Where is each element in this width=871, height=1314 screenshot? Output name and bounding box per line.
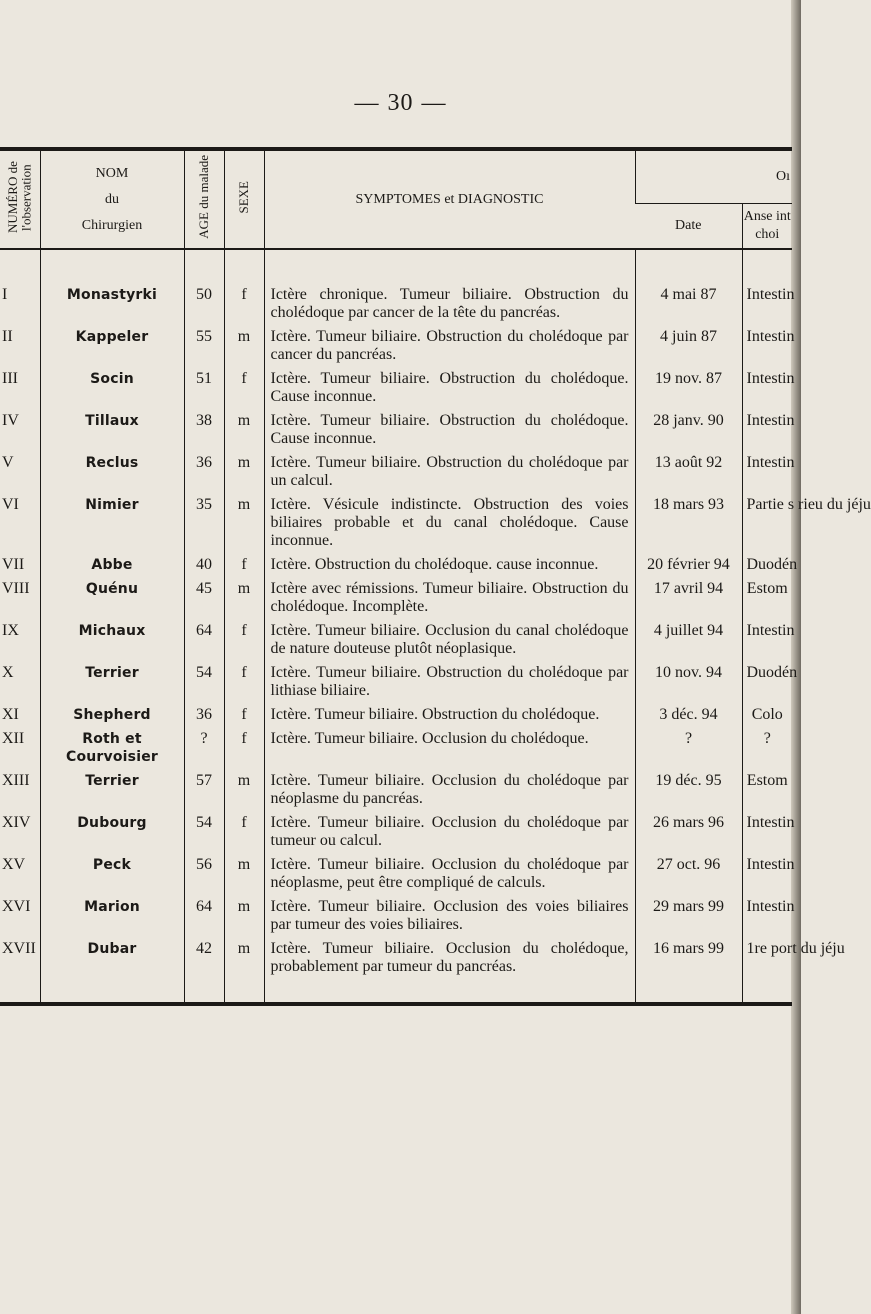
symptoms-diagnosis: Ictère. Tumeur biliaire. Obstruction du cholédoque par cancer du pancréas. [264, 324, 635, 366]
table-row [0, 936, 792, 1004]
table-row [0, 450, 792, 492]
anse-choice: Intestin [742, 894, 792, 936]
patient-sex: m [224, 768, 264, 810]
symptoms-diagnosis: Ictère. Tumeur biliaire. Occlusion du cholédoque. [264, 726, 635, 768]
symptoms-diagnosis: Ictère. Vésicule indistincte. Obstruction des voies biliaires probable et du canal cholédoque. Cause inconnue. [264, 492, 635, 552]
table-row [0, 282, 792, 324]
patient-sex: f [224, 552, 264, 576]
patient-age: 57 [184, 768, 224, 810]
observation-number: VIII [2, 580, 30, 597]
operation-date: 10 nov. 94 [635, 660, 742, 702]
observation-number: X [2, 664, 14, 681]
anse-choice: Estom [742, 768, 792, 810]
header-operation-group: Oı [635, 151, 792, 204]
anse-choice: Duodén [742, 660, 792, 702]
surgeon-name: Peck [40, 852, 184, 894]
anse-choice: Colo [742, 702, 792, 726]
operation-date: 18 mars 93 [635, 492, 742, 552]
anse-choice: Duodén [742, 552, 792, 576]
operation-date: 20 février 94 [635, 552, 742, 576]
patient-sex: f [224, 810, 264, 852]
table-row [0, 366, 792, 408]
surgeon-name: Abbe [40, 552, 184, 576]
observation-number: XVII [2, 940, 36, 957]
surgeon-name: Reclus [40, 450, 184, 492]
observations-table [0, 147, 871, 1006]
surgeon-name: Nimier [40, 492, 184, 552]
table-row [0, 726, 792, 768]
observation-number: VII [2, 556, 25, 573]
patient-sex: f [224, 726, 264, 768]
anse-choice: Intestin [742, 282, 792, 324]
patient-age: 42 [184, 936, 224, 1004]
surgeon-name: Quénu [40, 576, 184, 618]
observation-number: IV [2, 412, 19, 429]
operation-date: 28 janv. 90 [635, 408, 742, 450]
symptoms-diagnosis: Ictère. Tumeur biliaire. Obstruction du cholédoque. Cause inconnue. [264, 408, 635, 450]
patient-age: 51 [184, 366, 224, 408]
symptoms-diagnosis: Ictère. Tumeur biliaire. Obstruction du cholédoque par un calcul. [264, 450, 635, 492]
operation-date: 4 juin 87 [635, 324, 742, 366]
observation-number: V [2, 454, 14, 471]
patient-age: 54 [184, 660, 224, 702]
header-nom: NOM du Chirurgien [40, 151, 184, 249]
header-symptomes: SYMPTOMES et DIAGNOSTIC [264, 151, 635, 249]
patient-sex: m [224, 492, 264, 552]
table-row [0, 768, 792, 810]
header-sexe: SEXE [224, 151, 264, 249]
anse-choice: Intestin [742, 810, 792, 852]
surgeon-name: Dubar [40, 936, 184, 1004]
patient-sex: f [224, 366, 264, 408]
table-row [0, 810, 792, 852]
observation-number: VI [2, 496, 19, 513]
symptoms-diagnosis: Ictère. Tumeur biliaire. Occlusion du cholédoque par néoplasme, peut être compliqué de calculs. [264, 852, 635, 894]
surgeon-name: Tillaux [40, 408, 184, 450]
patient-sex: f [224, 660, 264, 702]
operation-date: 4 mai 87 [635, 282, 742, 324]
operation-date: ? [635, 726, 742, 768]
surgeon-name: Socin [40, 366, 184, 408]
table-row [0, 660, 792, 702]
observation-number: XI [2, 706, 19, 723]
surgeon-name: Terrier [40, 768, 184, 810]
patient-age: 54 [184, 810, 224, 852]
table-row [0, 552, 792, 576]
patient-age: 64 [184, 894, 224, 936]
patient-sex: m [224, 936, 264, 1004]
surgeon-name: Kappeler [40, 324, 184, 366]
table-row [0, 702, 792, 726]
patient-sex: f [224, 618, 264, 660]
anse-choice: 1re port du jéju [742, 936, 792, 1004]
patient-age: 38 [184, 408, 224, 450]
patient-sex: m [224, 408, 264, 450]
symptoms-diagnosis: Ictère. Tumeur biliaire. Occlusion du cholédoque par tumeur ou calcul. [264, 810, 635, 852]
operation-date: 17 avril 94 [635, 576, 742, 618]
operation-date: 26 mars 96 [635, 810, 742, 852]
table-row [0, 852, 792, 894]
anse-choice: Estom [742, 576, 792, 618]
patient-sex: f [224, 702, 264, 726]
operation-date: 4 juillet 94 [635, 618, 742, 660]
symptoms-diagnosis: Ictère chronique. Tumeur biliaire. Obstruction du cholédoque par cancer de la tête du pancréas. [264, 282, 635, 324]
surgeon-name: Roth et Courvoisier [40, 726, 184, 768]
table-row [0, 576, 792, 618]
surgeon-name: Shepherd [40, 702, 184, 726]
observation-number: XIV [2, 814, 31, 831]
operation-date: 19 nov. 87 [635, 366, 742, 408]
symptoms-diagnosis: Ictère. Tumeur biliaire. Obstruction du cholédoque par lithiase biliaire. [264, 660, 635, 702]
patient-age: 40 [184, 552, 224, 576]
observation-number: XVI [2, 898, 31, 915]
symptoms-diagnosis: Ictère. Tumeur biliaire. Obstruction du cholédoque. Cause inconnue. [264, 366, 635, 408]
operation-date: 29 mars 99 [635, 894, 742, 936]
patient-age: 64 [184, 618, 224, 660]
header-age: AGE du malade [184, 151, 224, 249]
surgeon-name: Dubourg [40, 810, 184, 852]
patient-age: 56 [184, 852, 224, 894]
patient-age: 35 [184, 492, 224, 552]
patient-age: 45 [184, 576, 224, 618]
table-row [0, 618, 792, 660]
anse-choice: Partie s rieu du jéju [742, 492, 792, 552]
page-edge-shadow [791, 0, 801, 1314]
symptoms-diagnosis: Ictère. Tumeur biliaire. Occlusion des voies biliaires par tumeur des voies biliaires. [264, 894, 635, 936]
symptoms-diagnosis: Ictère. Tumeur biliaire. Occlusion du cholédoque par néoplasme du pancréas. [264, 768, 635, 810]
anse-choice: Intestin [742, 324, 792, 366]
patient-age: 36 [184, 702, 224, 726]
anse-choice: Intestin [742, 618, 792, 660]
header-numero: NUMÉRO de l'observation [5, 161, 34, 233]
surgeon-name: Terrier [40, 660, 184, 702]
observation-number: II [2, 328, 13, 345]
operation-date: 3 déc. 94 [635, 702, 742, 726]
patient-sex: m [224, 576, 264, 618]
patient-sex: m [224, 450, 264, 492]
anse-choice: ? [742, 726, 792, 768]
table-row [0, 324, 792, 366]
patient-age: 55 [184, 324, 224, 366]
surgeon-name: Michaux [40, 618, 184, 660]
patient-age: 50 [184, 282, 224, 324]
observation-number: IX [2, 622, 19, 639]
symptoms-diagnosis: Ictère. Tumeur biliaire. Obstruction du cholédoque. [264, 702, 635, 726]
operation-date: 16 mars 99 [635, 936, 742, 1004]
anse-choice: Intestin [742, 366, 792, 408]
table-row [0, 408, 792, 450]
patient-sex: m [224, 852, 264, 894]
patient-sex: m [224, 894, 264, 936]
symptoms-diagnosis: Ictère. Obstruction du cholédoque. cause inconnue. [264, 552, 635, 576]
observation-number: XII [2, 730, 25, 747]
surgeon-name: Monastyrki [40, 282, 184, 324]
patient-age: 36 [184, 450, 224, 492]
patient-sex: m [224, 324, 264, 366]
anse-choice: Intestin [742, 852, 792, 894]
observation-number: XV [2, 856, 26, 873]
operation-date: 19 déc. 95 [635, 768, 742, 810]
operation-date: 13 août 92 [635, 450, 742, 492]
patient-age: ? [184, 726, 224, 768]
table-row [0, 492, 792, 552]
operation-date: 27 oct. 96 [635, 852, 742, 894]
table-row [0, 894, 792, 936]
header-date: Date [635, 204, 742, 250]
patient-sex: f [224, 282, 264, 324]
header-anse: Anse int choi [742, 204, 792, 250]
surgeon-name: Marion [40, 894, 184, 936]
symptoms-diagnosis: Ictère. Tumeur biliaire. Occlusion du cholédoque, probablement par tumeur du pancréas. [264, 936, 635, 1004]
observation-number: III [2, 370, 18, 387]
symptoms-diagnosis: Ictère avec rémissions. Tumeur biliaire. Obstruction du cholédoque. Incomplète. [264, 576, 635, 618]
anse-choice: Intestin [742, 450, 792, 492]
observation-number: XIII [2, 772, 30, 789]
anse-choice: Intestin [742, 408, 792, 450]
symptoms-diagnosis: Ictère. Tumeur biliaire. Occlusion du canal cholédoque de nature douteuse plutôt néoplasique. [264, 618, 635, 660]
page-number: — 30 — [354, 90, 447, 116]
observation-number: I [2, 286, 8, 303]
